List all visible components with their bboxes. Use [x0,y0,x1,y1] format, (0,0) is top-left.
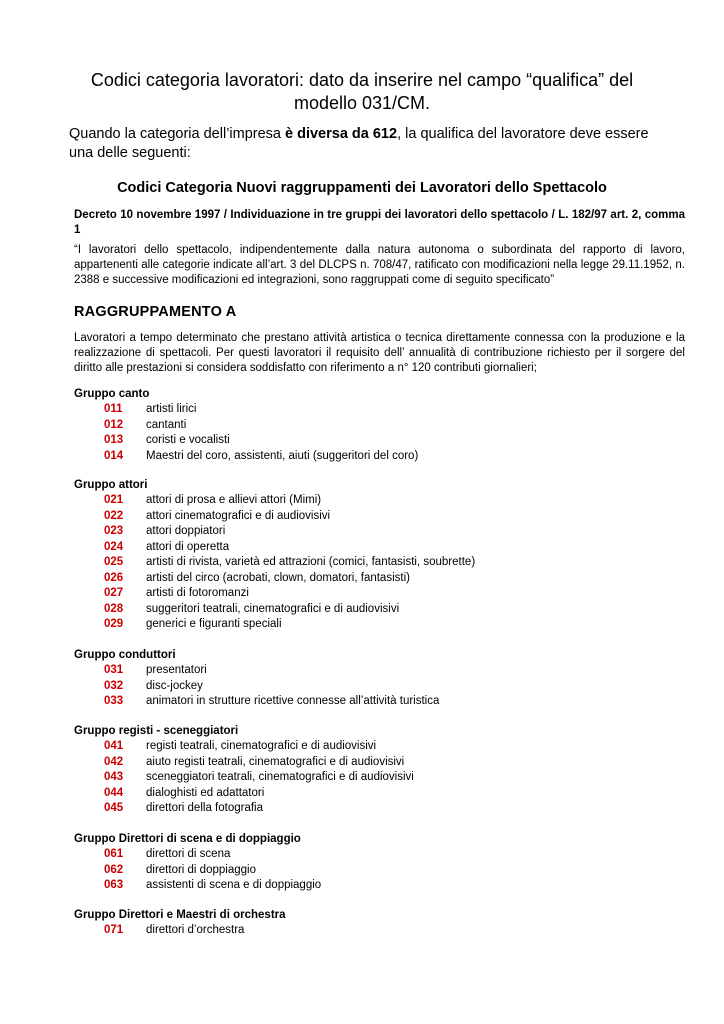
intro-text-after: , la qualifica del lavoratore deve essere una delle seguenti: [69,126,649,161]
list-item [74,540,674,556]
category-description: direttori di scena [146,848,231,860]
raggruppamento-description: Lavoratori a tempo determinato che prestano attività artistica o tecnica direttamente connessa con la produzione e la realizzazione di spettacoli. Per questi lavoratori il requisito dell’ annualità di contribuzione richiesto per il sorgere del diritto alle prestazioni si considera soddisfatto con riferimento a n° 120 contributi giornalieri; [74,332,685,374]
category-description: generici e figuranti speciali [146,618,282,630]
group-conduttori [74,648,674,710]
category-code: 022 [104,509,124,522]
category-description: attori cinematografici e di audiovisivi [146,509,331,522]
category-code: 071 [104,924,124,936]
group-title: Gruppo Direttori e Maestri di orchestra [74,909,286,921]
category-code: 013 [104,434,124,446]
category-description: registi teatrali, cinematografici e di audiovisivi [146,740,377,752]
group-direttori-orchestra [74,908,674,939]
list-item [74,786,674,802]
category-description: artisti del circo (acrobati, clown, domatori, fantasisti) [146,571,410,584]
category-code: 026 [104,571,124,584]
list-item [74,418,674,434]
category-code: 062 [104,863,124,876]
category-code: 032 [104,679,124,692]
list-item [74,602,674,618]
intro-paragraph [69,125,669,163]
category-description: aiuto registi teatrali, cinematografici e di audiovisivi [146,755,405,768]
category-description: cantanti [146,418,187,431]
decree-reference: Decreto 10 novembre 1997 / Individuazione in tre gruppi dei lavoratori dello spettacolo / L. 182/97 art. 2, comma 1 [74,209,685,236]
list-item [74,524,674,540]
category-code: 041 [104,740,124,752]
category-code: 044 [104,786,124,799]
category-code: 042 [104,755,124,768]
category-code: 043 [104,771,124,783]
category-description: animatori in strutture ricettive connesse all’attività turistica [146,695,440,707]
category-description: direttori di doppiaggio [146,863,256,876]
raggruppamento-title: RAGGRUPPAMENTO A [74,304,237,320]
category-code: 021 [104,494,124,506]
category-description: attori doppiatori [146,525,226,537]
category-description: Maestri del coro, assistenti, aiuti (suggeritori del coro) [146,449,419,462]
category-code: 024 [104,540,124,553]
list-item [74,663,674,679]
list-item [74,863,674,879]
category-description: direttori della fotografia [146,802,263,814]
list-item [74,755,674,771]
category-description: direttori d’orchestra [146,924,245,936]
category-description: attori di prosa e allievi attori (Mimi) [146,494,322,506]
category-code: 025 [104,556,124,568]
group-title: Gruppo conduttori [74,649,176,661]
list-item [74,586,674,602]
list-item [74,770,674,786]
group-title: Gruppo Direttori di scena e di doppiaggio [74,833,301,845]
category-code: 027 [104,587,124,599]
list-item [74,847,674,863]
category-code: 023 [104,525,124,537]
category-code: 029 [104,618,124,630]
group-title: Gruppo canto [74,388,150,400]
category-description: artisti di fotoromanzi [146,587,249,599]
group-attori [74,478,674,633]
category-description: disc-jockey [146,679,203,692]
category-description: assistenti di scena e di doppiaggio [146,879,322,891]
list-item [74,923,674,939]
list-item [74,571,674,587]
legal-quote: “I lavoratori dello spettacolo, indipendentemente dalla natura autonoma o subordinata del rapporto di lavoro, appartenenti alle categorie indicate all’art. 3 del DLCPS n. 708/47, ratificato con modificazioni nella legge 29.11.1952, n. 2388 e successive modificazioni ed integrazioni, sono raggruppati come di seguito specificato” [74,244,685,286]
list-item [74,679,674,695]
category-description: dialoghisti ed adattatori [146,786,265,799]
category-code: 045 [104,802,124,814]
list-item [74,694,674,710]
list-item [74,449,674,465]
group-title: Gruppo registi - sceneggiatori [74,725,239,737]
intro-text-before: Quando la categoria dell’impresa [69,126,286,142]
category-code: 014 [104,449,124,462]
list-item [74,878,674,894]
category-code: 012 [104,418,124,431]
category-description: sceneggiatori teatrali, cinematografici e di audiovisivi [146,771,414,783]
category-description: coristi e vocalisti [146,434,230,446]
category-code: 033 [104,695,124,707]
list-item [74,509,674,525]
category-code: 028 [104,602,124,615]
group-canto [74,387,674,464]
group-registi [74,724,674,817]
category-description: artisti lirici [146,403,197,415]
category-description: presentatori [146,664,207,676]
category-description: attori di operetta [146,540,230,553]
group-direttori-scena [74,832,674,894]
category-code: 011 [104,403,123,415]
category-code: 061 [104,848,124,860]
list-item [74,493,674,509]
category-description: suggeritori teatrali, cinematografici e di audiovisivi [146,602,400,615]
category-code: 063 [104,879,124,891]
section-heading: Codici Categoria Nuovi raggruppamenti dei Lavoratori dello Spettacolo [117,180,607,196]
page-title: Codici categoria lavoratori: dato da inserire nel campo “qualifica” del modello 031/CM. [90,70,634,113]
list-item [74,801,674,817]
category-description: artisti di rivista, varietà ed attrazioni (comici, fantasisti, soubrette) [146,556,476,568]
category-code: 031 [104,664,124,676]
intro-text-bold: è diversa da 612 [285,126,398,142]
list-item [74,555,674,571]
list-item [74,402,674,418]
list-item [74,617,674,633]
list-item [74,739,674,755]
group-title: Gruppo attori [74,479,148,491]
list-item [74,433,674,449]
